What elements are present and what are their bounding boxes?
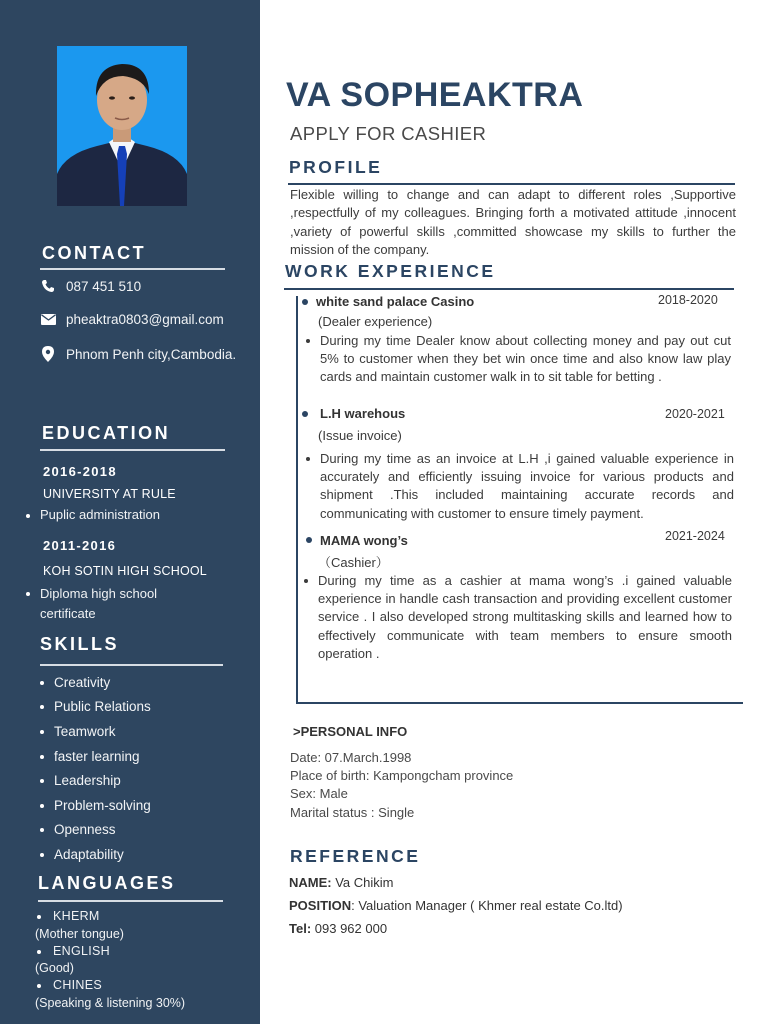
job-company: L.H warehous [320,406,406,421]
education-years: 2011-2016 [43,538,117,553]
reference-heading: REFERENCE [290,846,421,866]
job-years: 2018-2020 [658,293,718,307]
sidebar [0,0,260,1024]
contact-heading: CONTACT [42,243,147,263]
personal-info-line: Marital status : Single [290,805,415,820]
reference-name: NAME: Va Chikim [289,875,394,890]
timeline-line [296,296,298,704]
contact-email [40,311,224,327]
job-company: MAMA wong’s [320,533,408,548]
job-role: （Cashier） [318,555,389,570]
email-address: pheaktra0803@gmail.com [66,311,224,327]
job-objective: APPLY FOR CASHIER [290,123,487,144]
skill-item: Public Relations [40,699,151,714]
language-name: CHINES [37,978,102,992]
skills-divider [40,664,223,666]
language-level: (Mother tongue) [35,927,124,941]
job-role: (Dealer experience) [318,314,433,329]
education-detail: Diploma high school certificate [26,584,226,624]
address-text: Phnom Penh city,Cambodia. [66,346,237,362]
envelope-icon [40,311,56,327]
job-role: (Issue invoice) [318,428,402,443]
reference-tel: Tel: 093 962 000 [289,921,388,936]
job-bullet [306,537,312,543]
skill-item: faster learning [40,749,140,764]
contact-address [40,346,236,362]
languages-heading: LANGUAGES [38,873,176,893]
skill-item: Openness [40,822,116,837]
work-experience-divider [284,288,734,290]
skills-heading: SKILLS [40,634,120,654]
profile-divider [288,183,735,185]
work-experience-heading: WORK EXPERIENCE [285,261,496,281]
phone-number: 087 451 510 [66,278,142,294]
education-heading: EDUCATION [42,423,171,443]
language-level: (Good) [35,961,74,975]
education-detail: Puplic administration [26,505,226,525]
candidate-name: VA SOPHEAKTRA [286,76,584,114]
personal-info-line: Sex: Male [290,786,348,801]
job-description: During my time as an invoice at L.H ,i gained valuable experience in accurately and efficiently issuing invoice for various products and shipment .This included maintaining accurate records and communicating with customer to ensure timely payment. [320,450,734,523]
education-years: 2016-2018 [43,464,117,479]
phone-icon [40,278,56,294]
education-school: KOH SOTIN HIGH SCHOOL [43,564,207,578]
job-bullet [302,299,308,305]
job-description: During my time Dealer know about collecting money and pay out cut 5% to customer when they bet win once time and also know law play cards and maintain customer walk in to sit table for betting . [320,332,731,387]
education-school: UNIVERSITY AT RULE [43,487,176,501]
timeline-bottom-line [296,702,743,704]
contact-divider [40,268,225,270]
skill-item: Leadership [40,773,121,788]
profile-heading: PROFILE [289,157,383,177]
bullet [26,592,30,596]
job-years: 2020-2021 [665,407,725,421]
profile-summary: Flexible willing to change and can adapt to different roles ,Supportive ,respectfully of my colleagues. Bringing forth a motivated attitude ,innocent ,variety of powerful skills ,committed showcase my skills to further the mission of the company. [290,187,736,257]
reference-position: POSITION: Valuation Manager ( Khmer real estate Co.ltd) [289,898,623,913]
personal-info-heading: >PERSONAL INFO [293,724,408,739]
job-bullet [302,411,308,417]
job-description: During my time as a cashier at mama wong’s .i gained valuable experience in handle cash transaction and providing excellent customer service . I also developed strong multitasking skills and learned how to effectively communicate with team members to ensure smooth operation . [318,572,732,663]
skill-item: Adaptability [40,847,124,862]
language-level: (Speaking & listening 30%) [35,996,186,1010]
skill-item: Teamwork [40,724,116,739]
profile-photo [57,46,187,206]
bullet [26,514,30,518]
job-years: 2021-2024 [665,529,725,543]
location-pin-icon [40,346,56,362]
education-divider [40,449,225,451]
personal-info-line: Date: 07.March.1998 [290,750,412,765]
skill-item: Creativity [40,675,110,690]
language-name: ENGLISH [37,944,110,958]
languages-divider [38,900,223,902]
skill-item: Problem-solving [40,798,151,813]
personal-info-line: Place of birth: Kampongcham province [290,768,514,783]
language-name: KHERM [37,909,100,923]
contact-phone [40,278,141,294]
job-company: white sand palace Casino [316,294,475,309]
